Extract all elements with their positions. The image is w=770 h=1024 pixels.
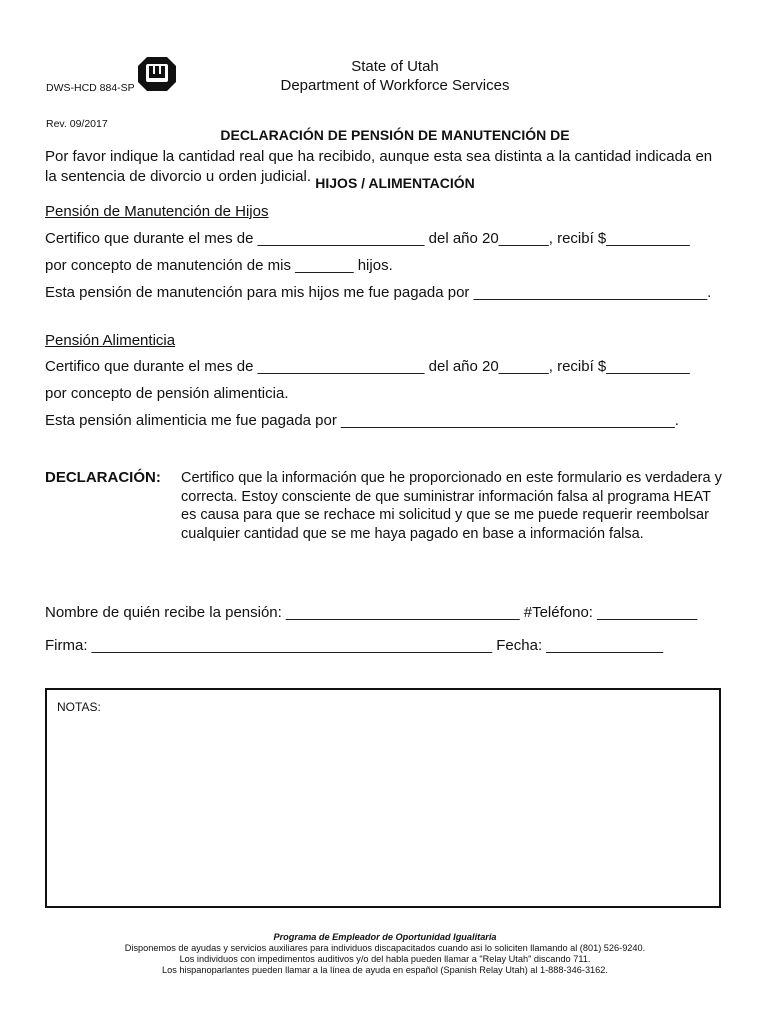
intro-line1: Por favor indique la cantidad real que ha recibido, aunque esta sea distinta a la cantidad indicada en [45,148,713,165]
declaration-label: DECLARACIÓN: [45,469,161,486]
footer-title: Programa de Empleador de Oportunidad Igualitaria [273,932,497,942]
child-support-heading: Pensión de Manutención de Hijos [45,203,269,220]
signature-date-line[interactable]: Firma: ________________________________________________ Fecha: ______________ [45,637,664,654]
child-support-month-line[interactable]: Certifico que durante el mes de ____________________ del año 20______, recibí $__________ [45,230,690,247]
department-name: Department of Workforce Services [280,77,510,94]
revision-date: Rev. 09/2017 [46,118,108,130]
child-support-payer-line[interactable]: Esta pensión de manutención para mis hijos me fue pagada por ____________________________. [45,284,712,301]
footer-line3: Los hispanoparlantes pueden llamar a la línea de ayuda en español (Spanish Relay Utah) al 1-888-346-3162. [162,965,608,975]
notes-label: NOTAS: [57,700,101,714]
form-title-line2: HIJOS / ALIMENTACIÓN [315,175,475,191]
alimony-heading: Pensión Alimenticia [45,332,176,349]
recipient-phone-line[interactable]: Nombre de quién recibe la pensión: ____________________________ #Teléfono: ____________ [45,604,698,621]
alimony-month-line[interactable]: Certifico que durante el mes de ____________________ del año 20______, recibí $__________ [45,358,690,375]
footer-line1: Disponemos de ayudas y servicios auxiliares para individuos discapacitados cuando asi lo soliciten llamando al (801) 526-9240. [124,943,646,953]
declaration-text: Certifico que la información que he proporcionado en este formulario es verdadera y correcta. Estoy consciente de que suministrar información falsa al programa HEAT es causa para que se rechace mi solicitud y que se me puede requerir reembolsar cualquier cantidad que se me haya pagado en base a información falsa. [181,470,722,542]
alimony-concept-line: por concepto de pensión alimenticia. [45,385,289,402]
footer-line2: Los individuos con impedimentos auditivos y/o del habla pueden llamar a "Relay Utah" discando 711. [179,954,591,964]
alimony-payer-line[interactable]: Esta pensión alimenticia me fue pagada por ________________________________________. [45,412,679,429]
child-support-children-line[interactable]: por concepto de manutención de mis _______ hijos. [45,257,393,274]
form-code: DWS-HCD 884-SP [46,82,135,94]
intro-line2: la sentencia de divorcio u orden judicial. [45,168,311,185]
notes-box[interactable] [45,688,721,908]
state-name: State of Utah [351,58,439,75]
form-title-line1: DECLARACIÓN DE PENSIÓN DE MANUTENCIÓN DE [220,127,570,143]
